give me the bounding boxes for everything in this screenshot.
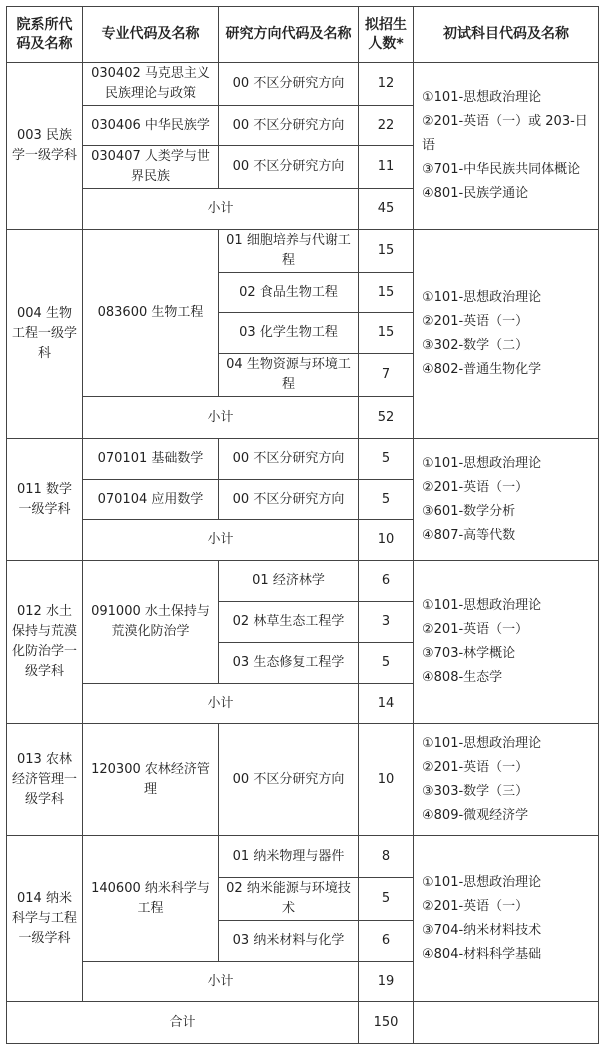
exam-cell	[414, 63, 599, 230]
total-empty	[414, 1002, 599, 1044]
exam-cell	[414, 439, 599, 561]
quota-cell: 11	[359, 146, 414, 189]
exam-item: ④807-高等代数	[422, 527, 516, 543]
direction-cell: 04 生物资源与环境工程	[219, 354, 359, 397]
exam-cell	[414, 230, 599, 439]
dept-cell: 013 农林经济管理一级学科	[7, 724, 83, 836]
total-label: 合计	[7, 1002, 359, 1044]
dept-cell: 004 生物工程一级学科	[7, 230, 83, 439]
quota-cell: 5	[359, 643, 414, 684]
quota-cell: 5	[359, 439, 414, 480]
dept-cell: 014 纳米科学与工程一级学科	[7, 836, 83, 1002]
direction-cell: 01 经济林学	[219, 561, 359, 602]
quota-cell: 22	[359, 106, 414, 146]
subtotal-label: 小计	[83, 962, 359, 1002]
subtotal-label: 小计	[83, 189, 359, 230]
quota-cell: 3	[359, 602, 414, 643]
quota-cell: 15	[359, 230, 414, 273]
exam-item: ①101-思想政治理论	[422, 598, 542, 613]
total-value: 150	[359, 1002, 414, 1044]
direction-cell: 00 不区分研究方向	[219, 480, 359, 520]
exam-item: ③303-数学（三）	[422, 783, 529, 799]
direction-cell: 02 食品生物工程	[219, 273, 359, 313]
direction-cell: 02 林草生态工程学	[219, 602, 359, 643]
dept-cell: 011 数学一级学科	[7, 439, 83, 561]
exam-item: ④801-民族学通论	[422, 186, 529, 201]
exam-item: ③302-数学（二）	[422, 338, 529, 353]
header-direction: 研究方向代码及名称	[219, 7, 359, 63]
exam-cell	[414, 561, 599, 724]
subtotal-value: 19	[359, 962, 414, 1002]
subtotal-label: 小计	[83, 684, 359, 724]
quota-cell: 12	[359, 63, 414, 106]
quota-cell: 8	[359, 836, 414, 878]
exam-item: ①101-思想政治理论	[422, 290, 542, 305]
direction-cell: 00 不区分研究方向	[219, 724, 359, 836]
quota-cell: 15	[359, 273, 414, 313]
admissions-table	[6, 6, 599, 1044]
exam-item: ③701-中华民族共同体概论	[422, 162, 581, 177]
dept-cell: 012 水土保持与荒漠化防治学一级学科	[7, 561, 83, 724]
subtotal-value: 10	[359, 520, 414, 561]
quota-cell: 6	[359, 561, 414, 602]
dept-cell: 003 民族学一级学科	[7, 63, 83, 230]
quota-cell: 6	[359, 921, 414, 962]
exam-item: ①101-思想政治理论	[422, 874, 542, 890]
direction-cell: 03 生态修复工程学	[219, 643, 359, 684]
header-row	[7, 7, 599, 63]
exam-item: ④808-生态学	[422, 670, 503, 685]
major-cell: 083600 生物工程	[83, 230, 219, 397]
total-row	[7, 1002, 599, 1044]
header-exams: 初试科目代码及名称	[414, 7, 599, 63]
major-cell: 091000 水土保持与荒漠化防治学	[83, 561, 219, 684]
major-cell: 030406 中华民族学	[83, 106, 219, 146]
exam-item: ④809-微观经济学	[422, 807, 529, 823]
quota-cell: 5	[359, 480, 414, 520]
direction-cell: 00 不区分研究方向	[219, 146, 359, 189]
header-dept: 院系所代码及名称	[7, 7, 83, 63]
exam-item: ④802-普通生物化学	[422, 362, 542, 377]
exam-item: ②201-英语（一）	[422, 314, 529, 329]
table-row	[7, 63, 599, 106]
direction-cell: 03 化学生物工程	[219, 313, 359, 354]
direction-cell: 00 不区分研究方向	[219, 439, 359, 480]
direction-cell: 02 纳米能源与环境技术	[219, 878, 359, 921]
quota-cell: 10	[359, 724, 414, 836]
exam-item: ①101-思想政治理论	[422, 735, 542, 751]
major-cell: 120300 农林经济管理	[83, 724, 219, 836]
exam-item: ③601-数学分析	[422, 503, 516, 519]
major-cell: 070101 基础数学	[83, 439, 219, 480]
table-row	[7, 724, 599, 836]
exam-item: ②201-英语（一）	[422, 898, 529, 914]
subtotal-label: 小计	[83, 397, 359, 439]
exam-item: ④804-材料科学基础	[422, 946, 542, 962]
subtotal-value: 52	[359, 397, 414, 439]
direction-cell: 01 纳米物理与器件	[219, 836, 359, 878]
exam-item: ②201-英语（一）	[422, 759, 529, 775]
direction-cell: 00 不区分研究方向	[219, 63, 359, 106]
exam-cell	[414, 724, 599, 836]
table-row	[7, 230, 599, 273]
exam-item: ②201-英语（一）	[422, 622, 529, 637]
exam-item: ①101-思想政治理论	[422, 90, 542, 105]
direction-cell: 01 细胞培养与代谢工程	[219, 230, 359, 273]
direction-cell: 00 不区分研究方向	[219, 106, 359, 146]
major-cell: 030402 马克思主义民族理论与政策	[83, 63, 219, 106]
table-row	[7, 439, 599, 480]
major-cell: 030407 人类学与世界民族	[83, 146, 219, 189]
subtotal-label: 小计	[83, 520, 359, 561]
major-cell: 140600 纳米科学与工程	[83, 836, 219, 962]
table-row	[7, 836, 599, 878]
header-major: 专业代码及名称	[83, 7, 219, 63]
subtotal-value: 14	[359, 684, 414, 724]
exam-item: ②201-英语（一）或 203-日语	[422, 114, 588, 153]
major-cell: 070104 应用数学	[83, 480, 219, 520]
exam-item: ③704-纳米材料技术	[422, 922, 542, 938]
quota-cell: 15	[359, 313, 414, 354]
table-row	[7, 561, 599, 602]
exam-item: ①101-思想政治理论	[422, 455, 542, 471]
quota-cell: 5	[359, 878, 414, 921]
direction-cell: 03 纳米材料与化学	[219, 921, 359, 962]
subtotal-value: 45	[359, 189, 414, 230]
header-quota: 拟招生人数*	[359, 7, 414, 63]
quota-cell: 7	[359, 354, 414, 397]
exam-item: ②201-英语（一）	[422, 479, 529, 495]
exam-item: ③703-林学概论	[422, 646, 516, 661]
exam-cell	[414, 836, 599, 1002]
